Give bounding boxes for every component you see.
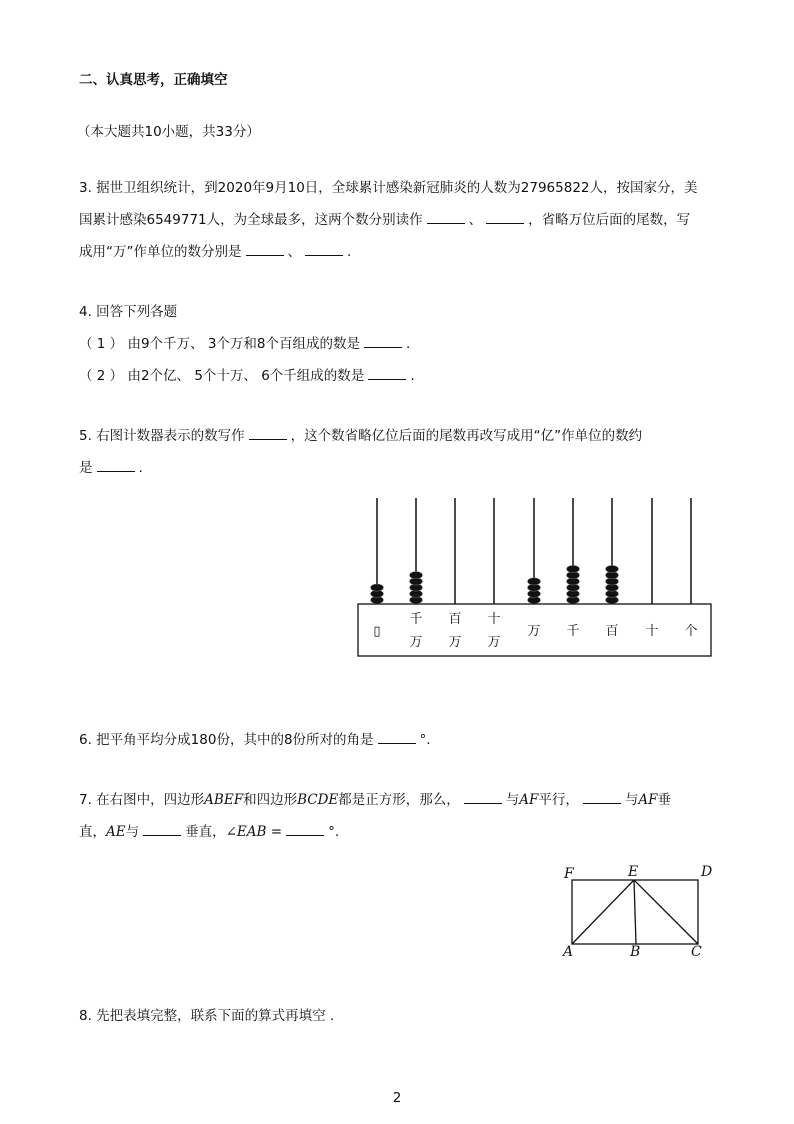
abacus-label: 万 [527, 624, 541, 639]
q6-blank[interactable] [378, 730, 416, 744]
abacus-label: ▯ [373, 624, 381, 639]
q7-af: AF [519, 792, 539, 808]
q7-parallel: 平行， [538, 792, 579, 808]
q3-blank-4[interactable] [305, 242, 343, 256]
section-note: （本大题共10小题，共33分） [77, 124, 260, 140]
q3-line2-text: 国累计感染6549771人，为全球最多，这两个数分别读作 [79, 212, 423, 228]
q4-part1-text: （ 1 ） 由9个千万、 3个万和8个百组成的数是 [79, 336, 361, 352]
q5-line1-text: 5. 右图计数器表示的数写作 [79, 428, 245, 444]
q7-blank-3[interactable] [143, 822, 181, 836]
abacus-label: 十 [645, 624, 659, 639]
q7-af-2: AF [638, 792, 658, 808]
abacus-label: 个 [684, 624, 698, 639]
q4-part2-text: （ 2 ） 由2个亿、 5个十万、 6个千组成的数是 [79, 368, 365, 384]
abacus-label-top: 十 [487, 612, 501, 627]
q3-line2-text-b: ，省略万位后面的尾数，写 [528, 212, 691, 228]
abacus-label-top: 千 [409, 612, 423, 627]
abacus-label-bottom: 万 [409, 635, 423, 650]
q7-line1-text: 7. 在右图中，四边形 [79, 792, 205, 808]
q5-blank-1[interactable] [249, 426, 287, 440]
abacus-figure [350, 492, 720, 664]
abacus-label-bottom: 万 [448, 635, 462, 650]
q3-blank-2[interactable] [486, 210, 524, 224]
q4-part1 [79, 334, 410, 354]
q3-line3 [79, 242, 351, 262]
q7-line1 [79, 790, 671, 810]
figure-segment-ec [634, 880, 698, 944]
q4-part2 [79, 366, 415, 386]
abacus-label-bottom: 万 [487, 635, 501, 650]
q3-blank-3[interactable] [246, 242, 284, 256]
q7-angle: ∠EAB = [225, 824, 283, 840]
figure-segment-ae [572, 880, 634, 944]
label-e: E [628, 864, 639, 880]
q7-line2 [79, 822, 339, 842]
q7-with-3: 与 [125, 824, 140, 840]
q7-perp-start: 垂 [657, 792, 672, 808]
abacus-bead [410, 572, 423, 579]
q3-separator-2: 、 [287, 244, 301, 260]
q5-line2 [79, 458, 143, 478]
q3-line3-text: 成用“万”作单位的数分别是 [79, 244, 242, 260]
q4-title: 4. 回答下列各题 [79, 304, 178, 320]
q3-line2 [79, 210, 690, 230]
q7-with-2: 与 [624, 792, 639, 808]
page-number: 2 [392, 1090, 402, 1106]
q8-line: 8. 先把表填完整，联系下面的算式再填空 . [79, 1008, 335, 1024]
q7-blank-2[interactable] [583, 790, 621, 804]
q7-bcde: BCDE [297, 792, 339, 808]
label-a: A [563, 944, 574, 960]
label-c: C [691, 944, 702, 960]
q6-degree: °. [419, 732, 431, 748]
q5-period: . [138, 460, 143, 476]
q7-with-1: 与 [505, 792, 520, 808]
q7-line2-text: 直， [79, 824, 106, 840]
q5-line1-text-b: ，这个数省略亿位后面的尾数再改写成用“亿”作单位的数约 [290, 428, 643, 444]
q7-abef: ABEF [204, 792, 244, 808]
abacus-label-top: 百 [448, 612, 462, 627]
square-figure [555, 860, 725, 965]
q3-separator: 、 [468, 212, 483, 228]
abacus-label: 百 [605, 624, 619, 639]
q7-blank-4[interactable] [286, 822, 324, 836]
abacus-label: 千 [566, 624, 580, 639]
q7-line1-text-b: 都是正方形，那么， [338, 792, 460, 808]
q5-blank-2[interactable] [97, 458, 135, 472]
q3-period: . [347, 244, 352, 260]
abacus-bead [567, 565, 580, 572]
q7-degree: °. [328, 824, 340, 840]
q4-blank-2[interactable] [368, 366, 406, 380]
q6-line [79, 730, 431, 750]
q7-perp: 垂直， [185, 824, 226, 840]
q3-line1: 3. 据世卫组织统计，到2020年9月10日，全球累计感染新冠肺炎的人数为27965822人，按国家分，美 [79, 180, 698, 196]
label-f: F [564, 866, 574, 882]
q3-blank-1[interactable] [427, 210, 465, 224]
q4-period-1: . [406, 336, 411, 352]
section-title: 二、认真思考，正确填空 [79, 72, 228, 88]
q7-blank-1[interactable] [464, 790, 502, 804]
q7-ae: AE [106, 824, 126, 840]
q5-line2-text: 是 [79, 460, 93, 476]
q6-text: 6. 把平角平均分成180份，其中的8份所对的角是 [79, 732, 374, 748]
abacus-bead [606, 565, 619, 572]
q4-blank-1[interactable] [364, 334, 402, 348]
q5-line1 [79, 426, 642, 446]
q7-and: 和四边形 [243, 792, 298, 808]
label-d: D [701, 864, 713, 880]
label-b: B [630, 944, 641, 960]
abacus-bead [371, 584, 384, 591]
abacus-bead [528, 578, 541, 585]
q4-period-2: . [410, 368, 415, 384]
figure-segment-eb [634, 880, 636, 944]
